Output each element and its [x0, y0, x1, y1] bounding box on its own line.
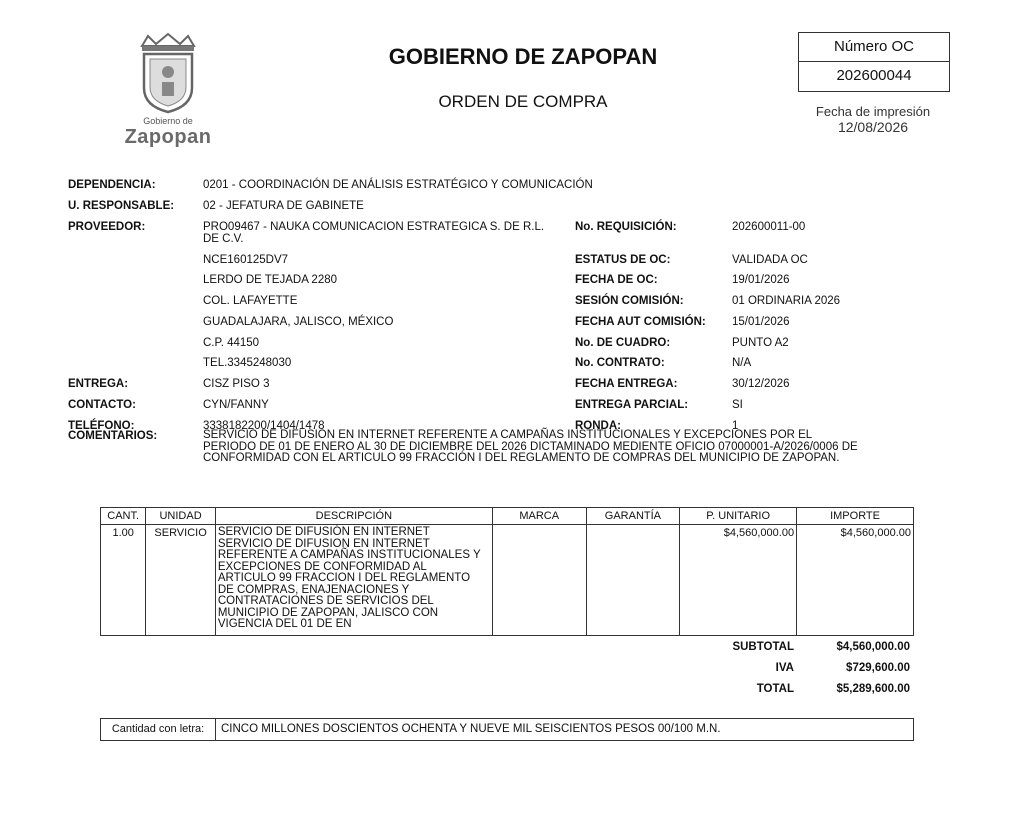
field-value: GUADALAJARA, JALISCO, MÉXICO — [203, 316, 394, 328]
field-label: COMENTARIOS: — [68, 430, 158, 442]
logo-subtext: Gobierno de — [143, 116, 193, 126]
table-row — [101, 525, 914, 636]
field-label: TELÉFONO: — [68, 420, 135, 432]
comment-line: CONFORMIDAD CON EL ARTICULO 99 FRACCIÓN I DEL REGLAMENTO DE COMPRAS DEL MUNICIPIO DE ZAPOPAN. — [203, 452, 840, 464]
field-label: FECHA ENTREGA: — [575, 378, 678, 390]
col-header-cant: CANT. — [101, 508, 146, 525]
field-label: DEPENDENCIA: — [68, 179, 156, 191]
field-label: No. DE CUADRO: — [575, 337, 671, 349]
amount-in-words-label: Cantidad con letra: — [101, 719, 216, 740]
logo-wordmark: Zapopan — [124, 126, 212, 148]
field-label: FECHA DE OC: — [575, 274, 658, 286]
items-table — [100, 507, 914, 636]
amount-in-words-value: CINCO MILLONES DOSCIENTOS OCHENTA Y NUEVE MIL SEISCIENTOS PESOS 00/100 M.N. — [221, 723, 721, 735]
field-value: 1 — [732, 420, 739, 432]
field-label: No. REQUISICIÓN: — [575, 221, 677, 233]
field-value: NCE160125DV7 — [203, 254, 289, 266]
field-label: ENTREGA PARCIAL: — [575, 399, 689, 411]
col-header-p-unitario: P. UNITARIO — [680, 508, 797, 525]
field-label: ESTATUS DE OC: — [575, 254, 671, 266]
field-label: CONTACTO: — [68, 399, 136, 411]
field-label: No. CONTRATO: — [575, 357, 665, 369]
field-value: 15/01/2026 — [732, 316, 790, 328]
document-title: GOBIERNO DE ZAPOPAN — [388, 44, 658, 69]
field-value: 19/01/2026 — [732, 274, 790, 286]
field-value: 30/12/2026 — [732, 378, 790, 390]
desc-line: REFERENTE A CAMPAÑAS INSTITUCIONALES Y — [217, 549, 481, 561]
total-value: $5,289,600.00 — [836, 683, 910, 695]
field-value: 01 ORDINARIA 2026 — [732, 295, 841, 307]
iva-label: IVA — [775, 662, 794, 674]
col-header-descripcion: DESCRIPCIÓN — [215, 508, 492, 525]
desc-line: SERVICIO DE DIFUSIÓN EN INTERNET — [217, 526, 430, 538]
cell-descripcion — [215, 525, 492, 636]
oc-number-value: 202600044 — [836, 67, 912, 84]
comment-line: PERIODO DE 01 DE ENERO AL 30 DE DICIEMBRE DEL 2026 DICTAMINADO MEDIENTE OFICIO 07000001-A/2026/0006 DE — [203, 440, 858, 453]
cell-garantia — [586, 525, 680, 636]
print-date-label: Fecha de impresión — [815, 104, 931, 119]
comments-text — [203, 430, 893, 465]
field-value: 0201 - COORDINACIÓN DE ANÁLISIS ESTRATÉGICO Y COMUNICACIÓN — [203, 179, 593, 191]
field-label: RONDA: — [575, 420, 621, 432]
amount-in-words-box — [100, 718, 914, 741]
cell-marca — [492, 525, 586, 636]
field-value: LERDO DE TEJADA 2280 — [203, 274, 338, 286]
field-value: PUNTO A2 — [732, 337, 789, 349]
iva-value: $729,600.00 — [846, 662, 910, 674]
cell-p-unitario: $4,560,000.00 — [680, 525, 797, 636]
oc-number-label: Número OC — [799, 33, 949, 62]
col-header-garantia: GARANTÍA — [586, 508, 680, 525]
desc-line: VIGENCIA DEL 01 DE EN — [217, 618, 352, 630]
field-value: PRO09467 - NAUKA COMUNICACION ESTRATEGICA S. DE R.L. — [203, 221, 545, 233]
field-value: 02 - JEFATURA DE GABINETE — [203, 200, 364, 212]
comment-line: SERVICIO DE DIFUSION EN INTERNET REFERENTE A CAMPAÑAS INSTITUCIONALES Y EXCEPCIONES POR EL — [203, 429, 813, 441]
field-value: 3338182200/1404/1478 — [203, 420, 325, 432]
field-label: U. RESPONSABLE: — [68, 200, 175, 212]
desc-line: MUNICIPIO DE ZAPOPAN, JALISCO CON — [217, 606, 439, 619]
desc-line: DE COMPRAS, ENAJENACIONES Y — [217, 583, 410, 596]
table-header-row — [101, 508, 914, 525]
total-label: TOTAL — [756, 683, 794, 695]
field-label: ENTREGA: — [68, 378, 129, 390]
field-label: PROVEEDOR: — [68, 221, 146, 233]
field-value: N/A — [732, 357, 752, 369]
field-value: CISZ PISO 3 — [203, 378, 270, 390]
field-value: DE C.V. — [203, 233, 244, 245]
field-value: COL. LAFAYETTE — [203, 295, 298, 307]
oc-number-box — [798, 32, 950, 92]
desc-line: ARTICULO 99 FRACCION I DEL REGLAMENTO — [217, 572, 471, 584]
print-date-value: 12/08/2026 — [837, 119, 909, 135]
desc-line: EXCEPCIONES DE CONFORMIDAD AL — [217, 560, 427, 573]
field-value: C.P. 44150 — [203, 337, 260, 349]
col-header-unidad: UNIDAD — [146, 508, 216, 525]
field-value: CYN/FANNY — [203, 399, 269, 411]
field-value: TEL.3345248030 — [203, 357, 292, 369]
cell-unidad: SERVICIO — [146, 525, 216, 636]
document-subtitle: ORDEN DE COMPRA — [438, 92, 608, 111]
col-header-marca: MARCA — [492, 508, 586, 525]
cell-importe: $4,560,000.00 — [797, 525, 914, 636]
field-value: SI — [732, 399, 743, 411]
subtotal-label: SUBTOTAL — [732, 641, 794, 653]
desc-line: SERVICIO DE DIFUSION EN INTERNET — [217, 537, 430, 550]
col-header-importe: IMPORTE — [797, 508, 914, 525]
cell-cant: 1.00 — [101, 525, 146, 636]
field-value: VALIDADA OC — [732, 254, 808, 266]
desc-line: CONTRATACIONES DE SERVICIOS DEL — [217, 595, 434, 607]
field-value: 202600011-00 — [732, 221, 806, 233]
field-label: FECHA AUT COMISIÓN: — [575, 316, 706, 328]
subtotal-value: $4,560,000.00 — [836, 641, 910, 653]
field-label: SESIÓN COMISIÓN: — [575, 295, 684, 307]
